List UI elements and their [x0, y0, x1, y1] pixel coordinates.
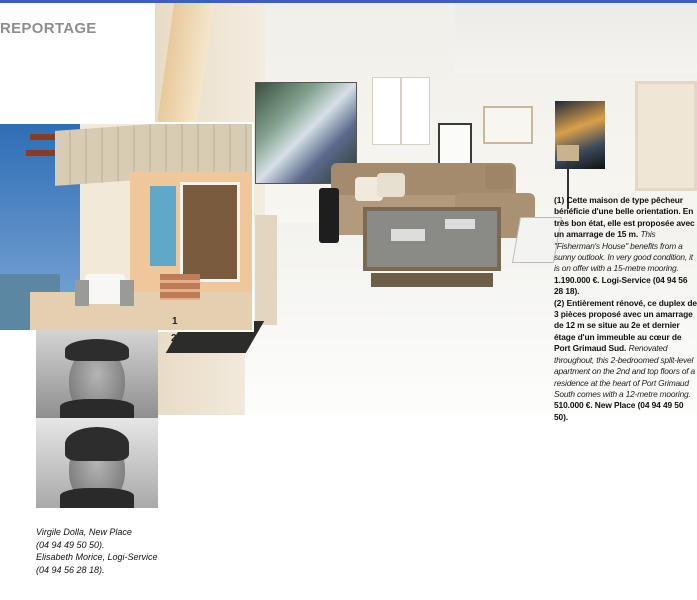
terrace-steps — [160, 274, 200, 300]
caption-text-en: Renovated throughout, this 2-bedroomed split-level apartment on the 2nd and top floors of a residence at the heart of Port Grimaud South comes with a 12-metre mooring. — [554, 343, 695, 399]
portrait-credits — [36, 526, 236, 576]
photo-number-1: 1 — [172, 316, 178, 327]
caption-text-fr: Entièrement rénové, ce duplex de 3 pièces proposé avec un amarrage de 12 m se situe au 2e et dernier étage d'un immeuble au cœur de Port Grimaud Sud. — [554, 297, 697, 354]
cushion — [485, 165, 513, 189]
caption-item-1 — [554, 195, 697, 298]
credit-line: Elisabeth Morice, Logi-Service — [36, 552, 158, 562]
cushion — [377, 173, 405, 197]
terrace-chair — [75, 280, 89, 306]
terrace-floor — [30, 292, 252, 330]
doorway — [635, 81, 697, 191]
caption-price-contact: 1.190.000 €. Logi-Service (04 94 56 28 18). — [554, 274, 688, 297]
coffee-table — [367, 211, 497, 267]
terrace-photo — [0, 124, 252, 330]
floor-lamp — [557, 145, 579, 161]
caption-item-2 — [554, 298, 697, 423]
caption-column — [554, 195, 697, 423]
caption-price-contact: 510.000 €. New Place (04 94 49 50 50). — [554, 400, 684, 422]
book-stack — [445, 219, 475, 229]
portrait-elisabeth-morice — [36, 418, 158, 508]
terrace-table — [85, 274, 125, 304]
window — [373, 78, 429, 144]
caption-number: (1) — [554, 195, 565, 205]
ceiling — [455, 3, 697, 73]
portrait-virgile-dolla — [36, 330, 158, 418]
side-shelf — [255, 215, 277, 325]
credit-line: Virgile Dolla, New Place — [36, 527, 132, 537]
caption-text-en: This "Fisherman's House" benefits from a sunny outlook. In very good condition, it is on offer with a 15-metre mooring. — [554, 229, 693, 274]
credit-line: (04 94 49 50 50). — [36, 539, 105, 550]
book-stack — [391, 229, 425, 241]
terrace-chair — [120, 280, 134, 306]
framed-drawing — [440, 125, 470, 163]
caption-text-fr: Cette maison de type pêcheur bénéficie d'une belle orientation. En très bon état, elle est proposée avec un amarrage de 15 m. — [554, 195, 695, 240]
credit-line: (04 94 56 28 18). — [36, 564, 105, 575]
jacket-on-sofa — [319, 188, 339, 243]
caption-number: (2) — [554, 297, 565, 308]
blue-shutter — [150, 186, 176, 266]
coffee-table-shelf — [371, 273, 493, 287]
french-door — [180, 182, 240, 282]
photo-number-2: 2 — [171, 333, 177, 344]
framed-print — [485, 108, 531, 142]
section-title: REPORTAGE — [0, 20, 97, 37]
